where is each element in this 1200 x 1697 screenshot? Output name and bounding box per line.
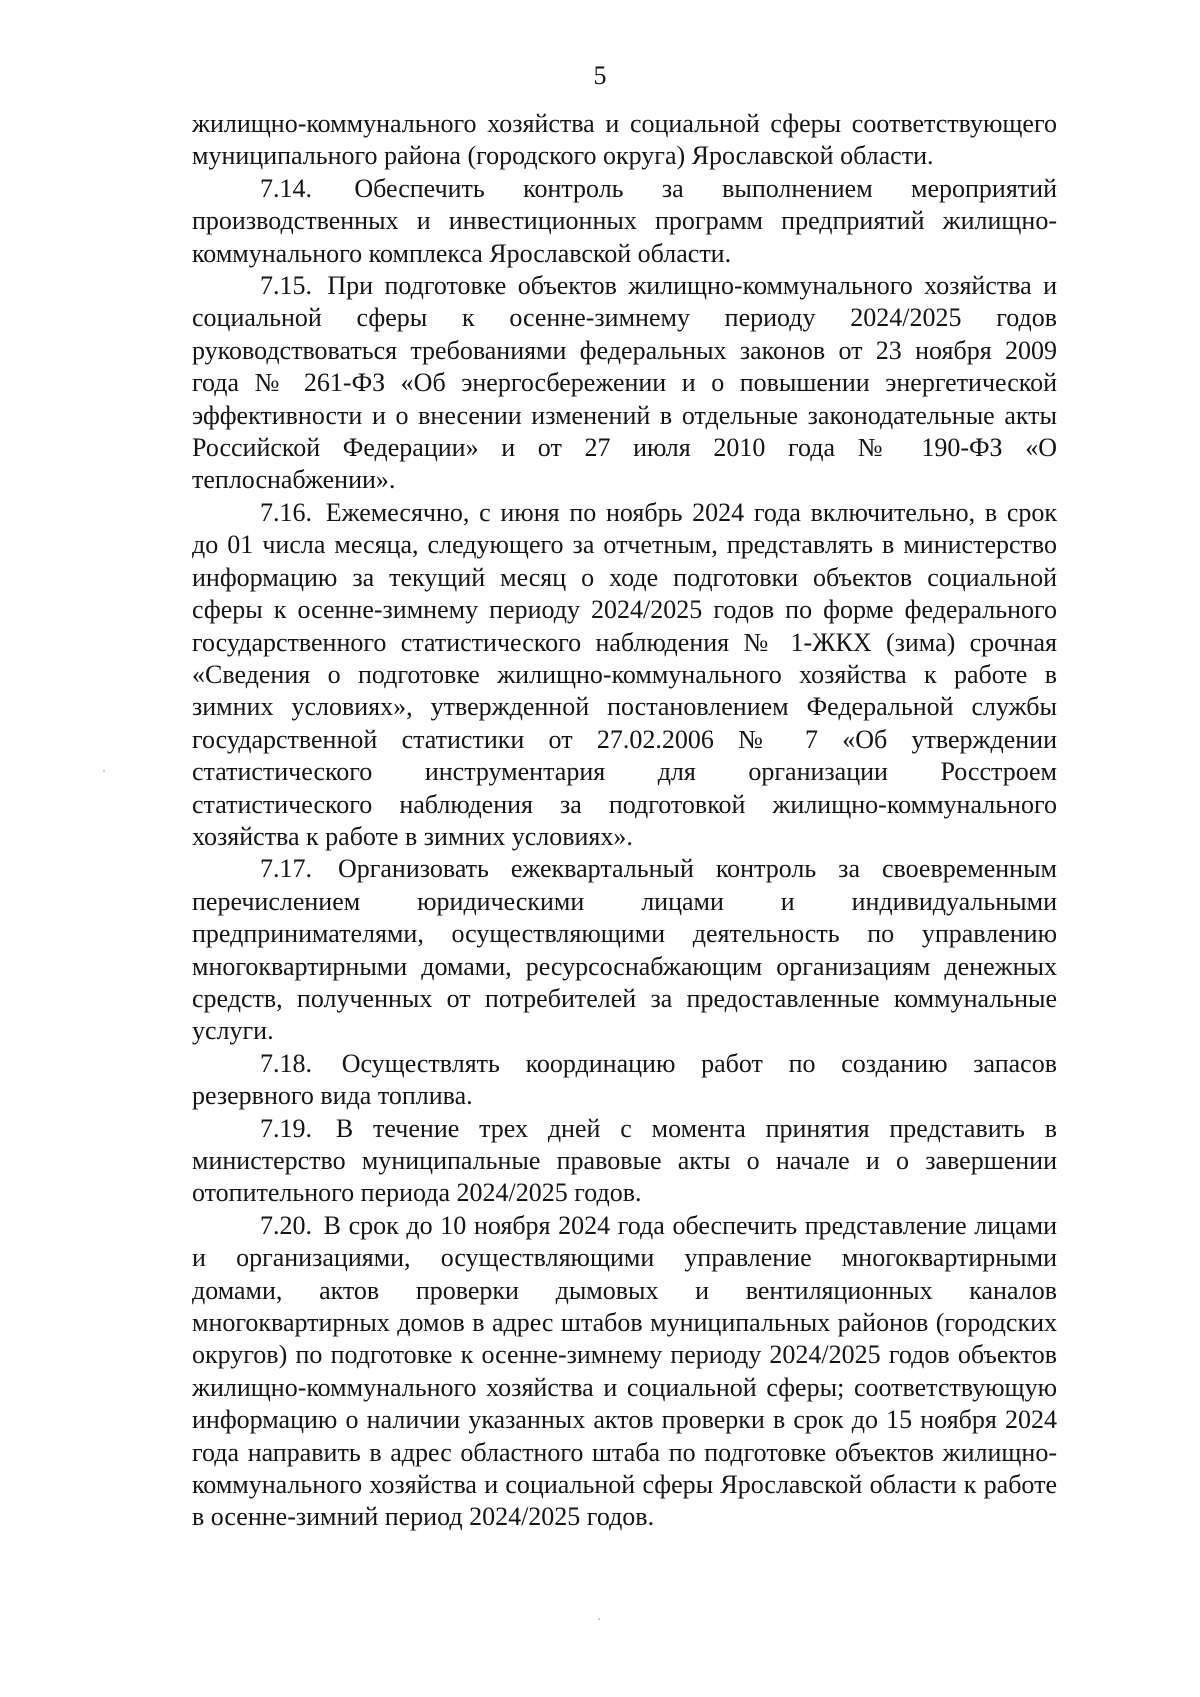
paragraph-text: Осуществлять координацию работ по созданию запасов резервного вида топлива. — [192, 1048, 1057, 1111]
paragraph-continuation — [192, 108, 1057, 173]
paragraph-text: В срок до 10 ноября 2024 года обеспечить представление лицами и организациями, осуществляющими управление многоквартирными домами, актов проверки дымовых и вентиляционных каналов многоквартирных домов в адрес штабов муниципальных районов (городских округов) по подготовке к осенне-зимнему периоду 2024/2025 годов объектов жилищно-коммунального хозяйства и социальной сферы; соответствующую информацию о наличии указанных актов проверки в срок до 15 ноября 2024 года направить в адрес областного штаба по подготовке объектов жилищно-коммунального хозяйства и социальной сферы Ярославской области к работе в осенне-зимний период 2024/2025 годов. — [192, 1210, 1057, 1532]
paragraph-7-14 — [192, 173, 1057, 270]
page-number: 5 — [593, 61, 607, 90]
paragraph-7-17 — [192, 853, 1057, 1047]
scan-speck — [103, 770, 105, 772]
paragraph-number: 7.19. — [260, 1113, 312, 1143]
paragraph-number: 7.15. — [260, 271, 312, 301]
paragraph-7-19 — [192, 1113, 1057, 1210]
paragraph-text: Обеспечить контроль за выполнением мероприятий производственных и инвестиционных программ предприятий жилищно-коммунального комплекса Ярославской области. — [192, 173, 1057, 268]
paragraph-text: жилищно-коммунального хозяйства и социальной сферы соответствующего муниципального района (городского округа) Ярославской области. — [192, 109, 1057, 171]
paragraph-number: 7.16. — [260, 497, 312, 527]
paragraph-number: 7.20. — [260, 1210, 312, 1240]
paragraph-number: 7.17. — [260, 854, 312, 884]
document-body — [192, 108, 1057, 1534]
paragraph-text: Организовать ежеквартальный контроль за своевременным перечислением юридическими лицами и индивидуальными предпринимателями, осуществляющими деятельность по управлению многоквартирными домами, ресурсоснабжающим организациям денежных средств, полученных от потребителей за предоставленные коммунальные услуги. — [192, 854, 1058, 1046]
paragraph-number: 7.18. — [260, 1048, 312, 1078]
paragraph-7-16 — [192, 497, 1057, 853]
paragraph-text: Ежемесячно, с июня по ноябрь 2024 года включительно, в срок до 01 числа месяца, следующего за отчетным, представлять в министерство информацию за текущий месяц о ходе подготовки объектов социальной сферы к осенне-зимнему периоду 2024/2025 годов по форме федерального государственного статистического наблюдения № 1-ЖКХ (зима) срочная «Сведения о подготовке жилищно-коммунального хозяйства к работе в зимних условиях», утвержденной постановлением Федеральной службы государственной статистики от 27.02.2006 № 7 «Об утверждении статистического инструментария для организации Росстроем статистического наблюдения за подготовкой жилищно-коммунального хозяйства к работе в зимних условиях». — [192, 497, 1058, 851]
scan-speck — [598, 1618, 600, 1620]
paragraph-number: 7.14. — [260, 173, 312, 203]
paragraph-text: При подготовке объектов жилищно-коммунального хозяйства и социальной сферы к осенне-зимнему периоду 2024/2025 годов руководствоваться требованиями федеральных законов от 23 ноября 2009 года № 261-ФЗ «Об энергосбережении и о повышении энергетической эффективности и о внесении изменений в отдельные законодательные акты Российской Федерации» и от 27 июля 2010 года № 190-ФЗ «О теплоснабжении». — [192, 271, 1058, 495]
paragraph-7-20 — [192, 1210, 1057, 1534]
paragraph-7-18 — [192, 1048, 1057, 1113]
paragraph-text: В течение трех дней с момента принятия представить в министерство муниципальные правовые акты о начале и о завершении отопительного периода 2024/2025 годов. — [192, 1113, 1057, 1208]
paragraph-7-15 — [192, 270, 1057, 497]
